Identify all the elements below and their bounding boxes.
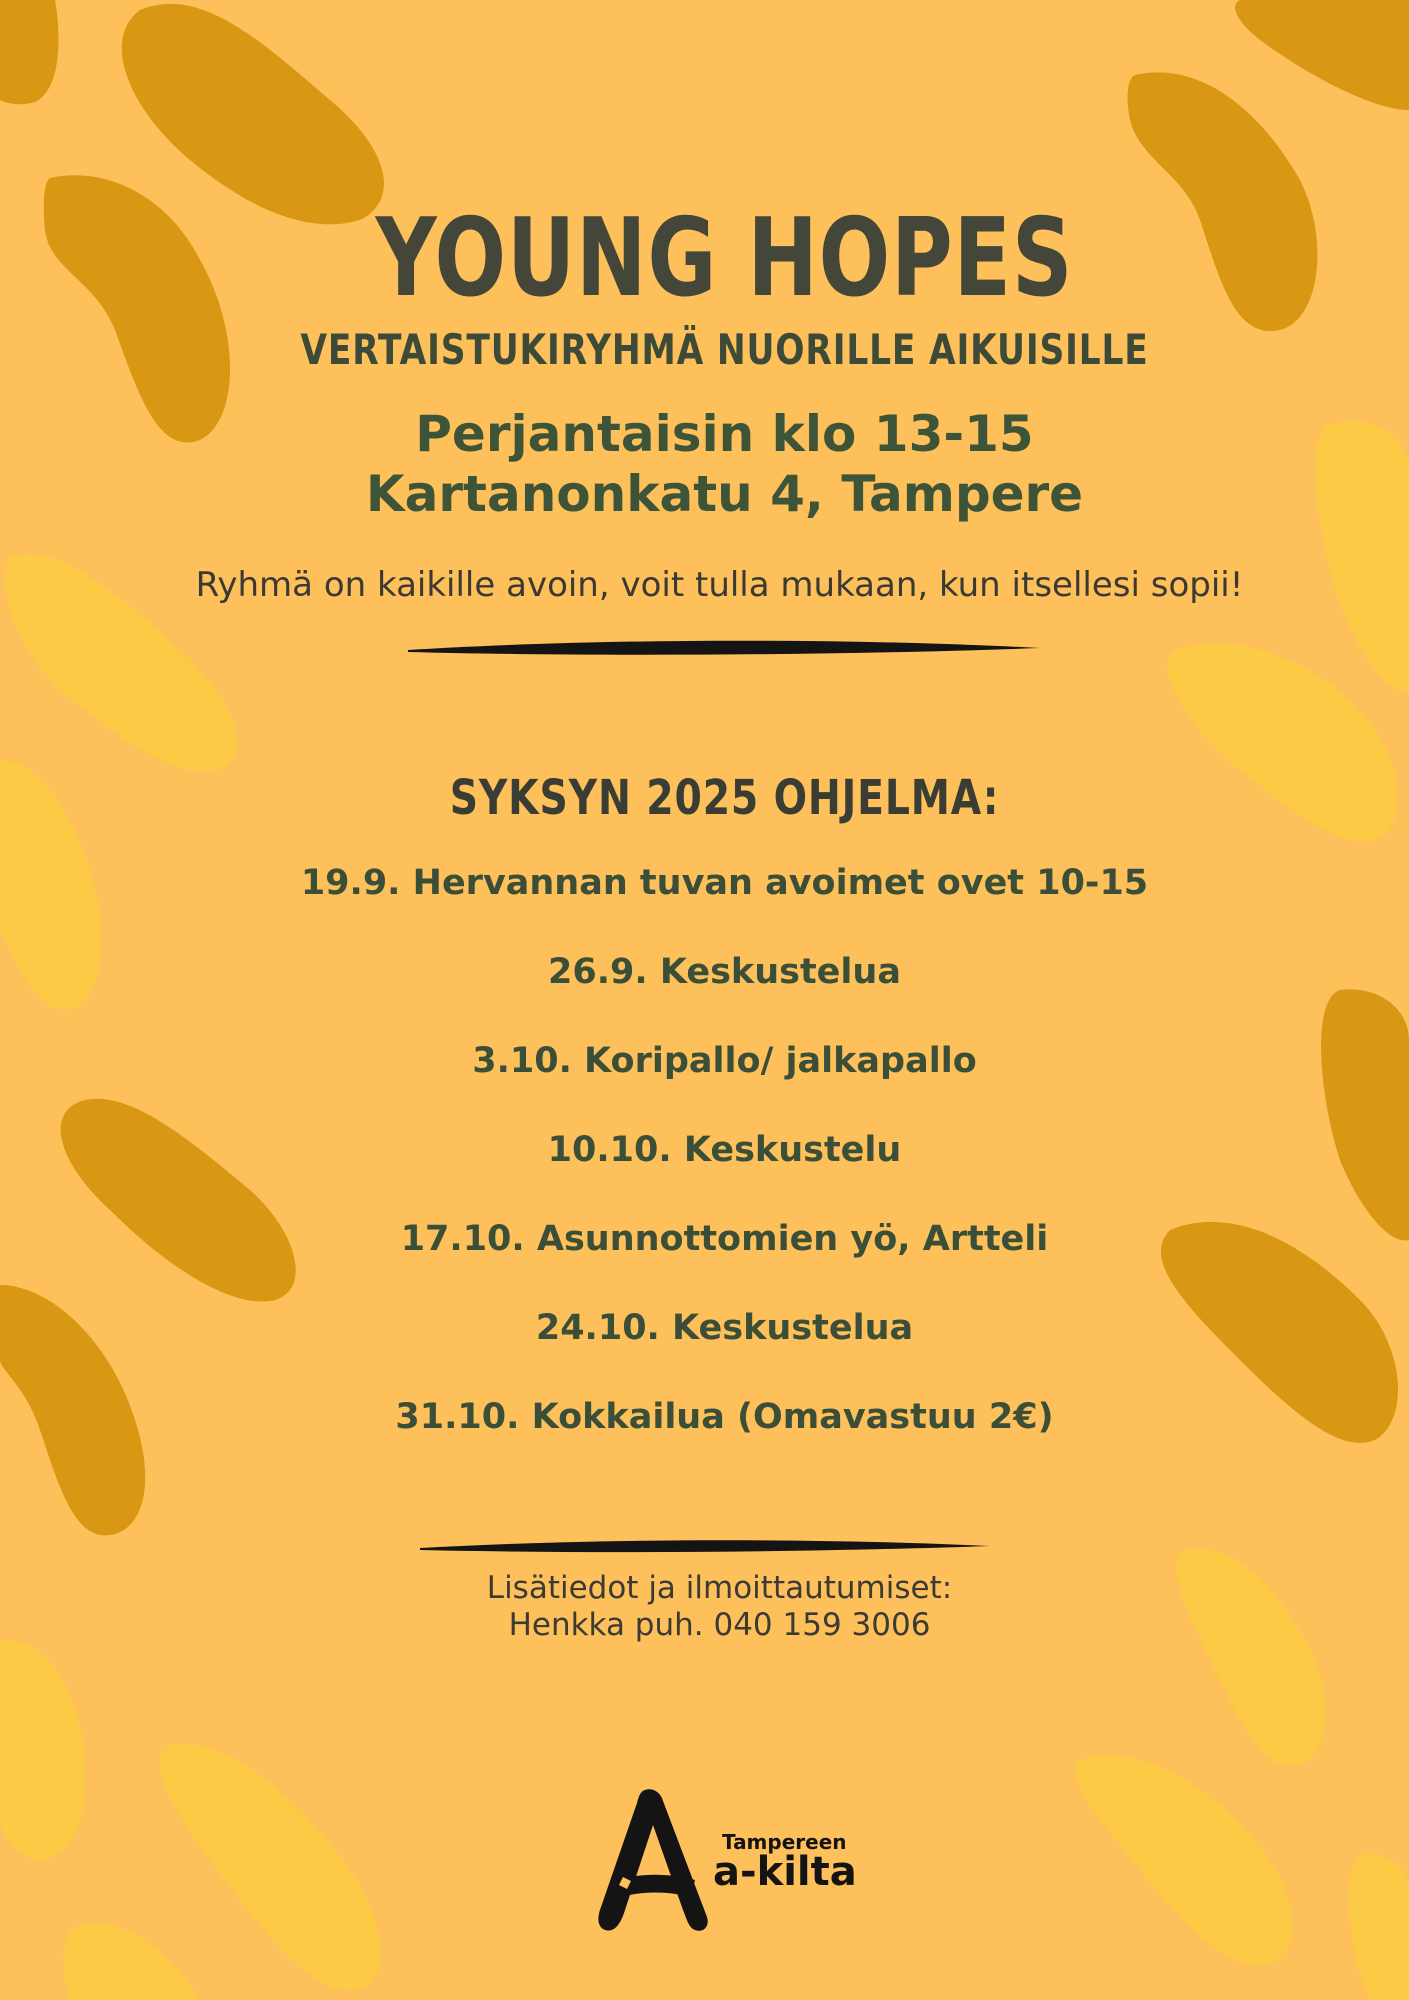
meeting-address: Kartanonkatu 4, Tampere	[365, 465, 1084, 523]
meeting-time: Perjantaisin klo 13-15	[415, 405, 1034, 463]
open-group-text: Ryhmä on kaikille avoin, voit tulla mukaan, kun itsellesi sopii!	[195, 565, 1244, 605]
program-event: 10.10. Keskustelu	[547, 1130, 902, 1170]
program-title: SYKSYN 2025 OHJELMA:	[449, 770, 1000, 826]
a-letter-logo-icon	[595, 1785, 715, 1935]
logo-small-text: Tampereen	[722, 1830, 847, 1854]
contact-heading: Lisätiedot ja ilmoittautumiset:	[486, 1570, 953, 1606]
program-event: 3.10. Koripallo/ jalkapallo	[472, 1041, 977, 1081]
page-subtitle: VERTAISTUKIRYHMÄ NUORILLE AIKUISILLE	[300, 325, 1149, 374]
page-title: YOUNG HOPES	[375, 196, 1074, 321]
program-event: 17.10. Asunnottomien yö, Artteli	[400, 1219, 1049, 1259]
program-event: 24.10. Keskustelua	[535, 1308, 914, 1348]
contact-phone: Henkka puh. 040 159 3006	[508, 1607, 931, 1643]
program-event: 26.9. Keskustelua	[548, 952, 901, 992]
logo-large-text: a-kilta	[713, 1849, 857, 1895]
program-event: 31.10. Kokkailua (Omavastuu 2€)	[395, 1397, 1054, 1437]
program-event: 19.9. Hervannan tuvan avoimet ovet 10-15	[300, 863, 1149, 903]
